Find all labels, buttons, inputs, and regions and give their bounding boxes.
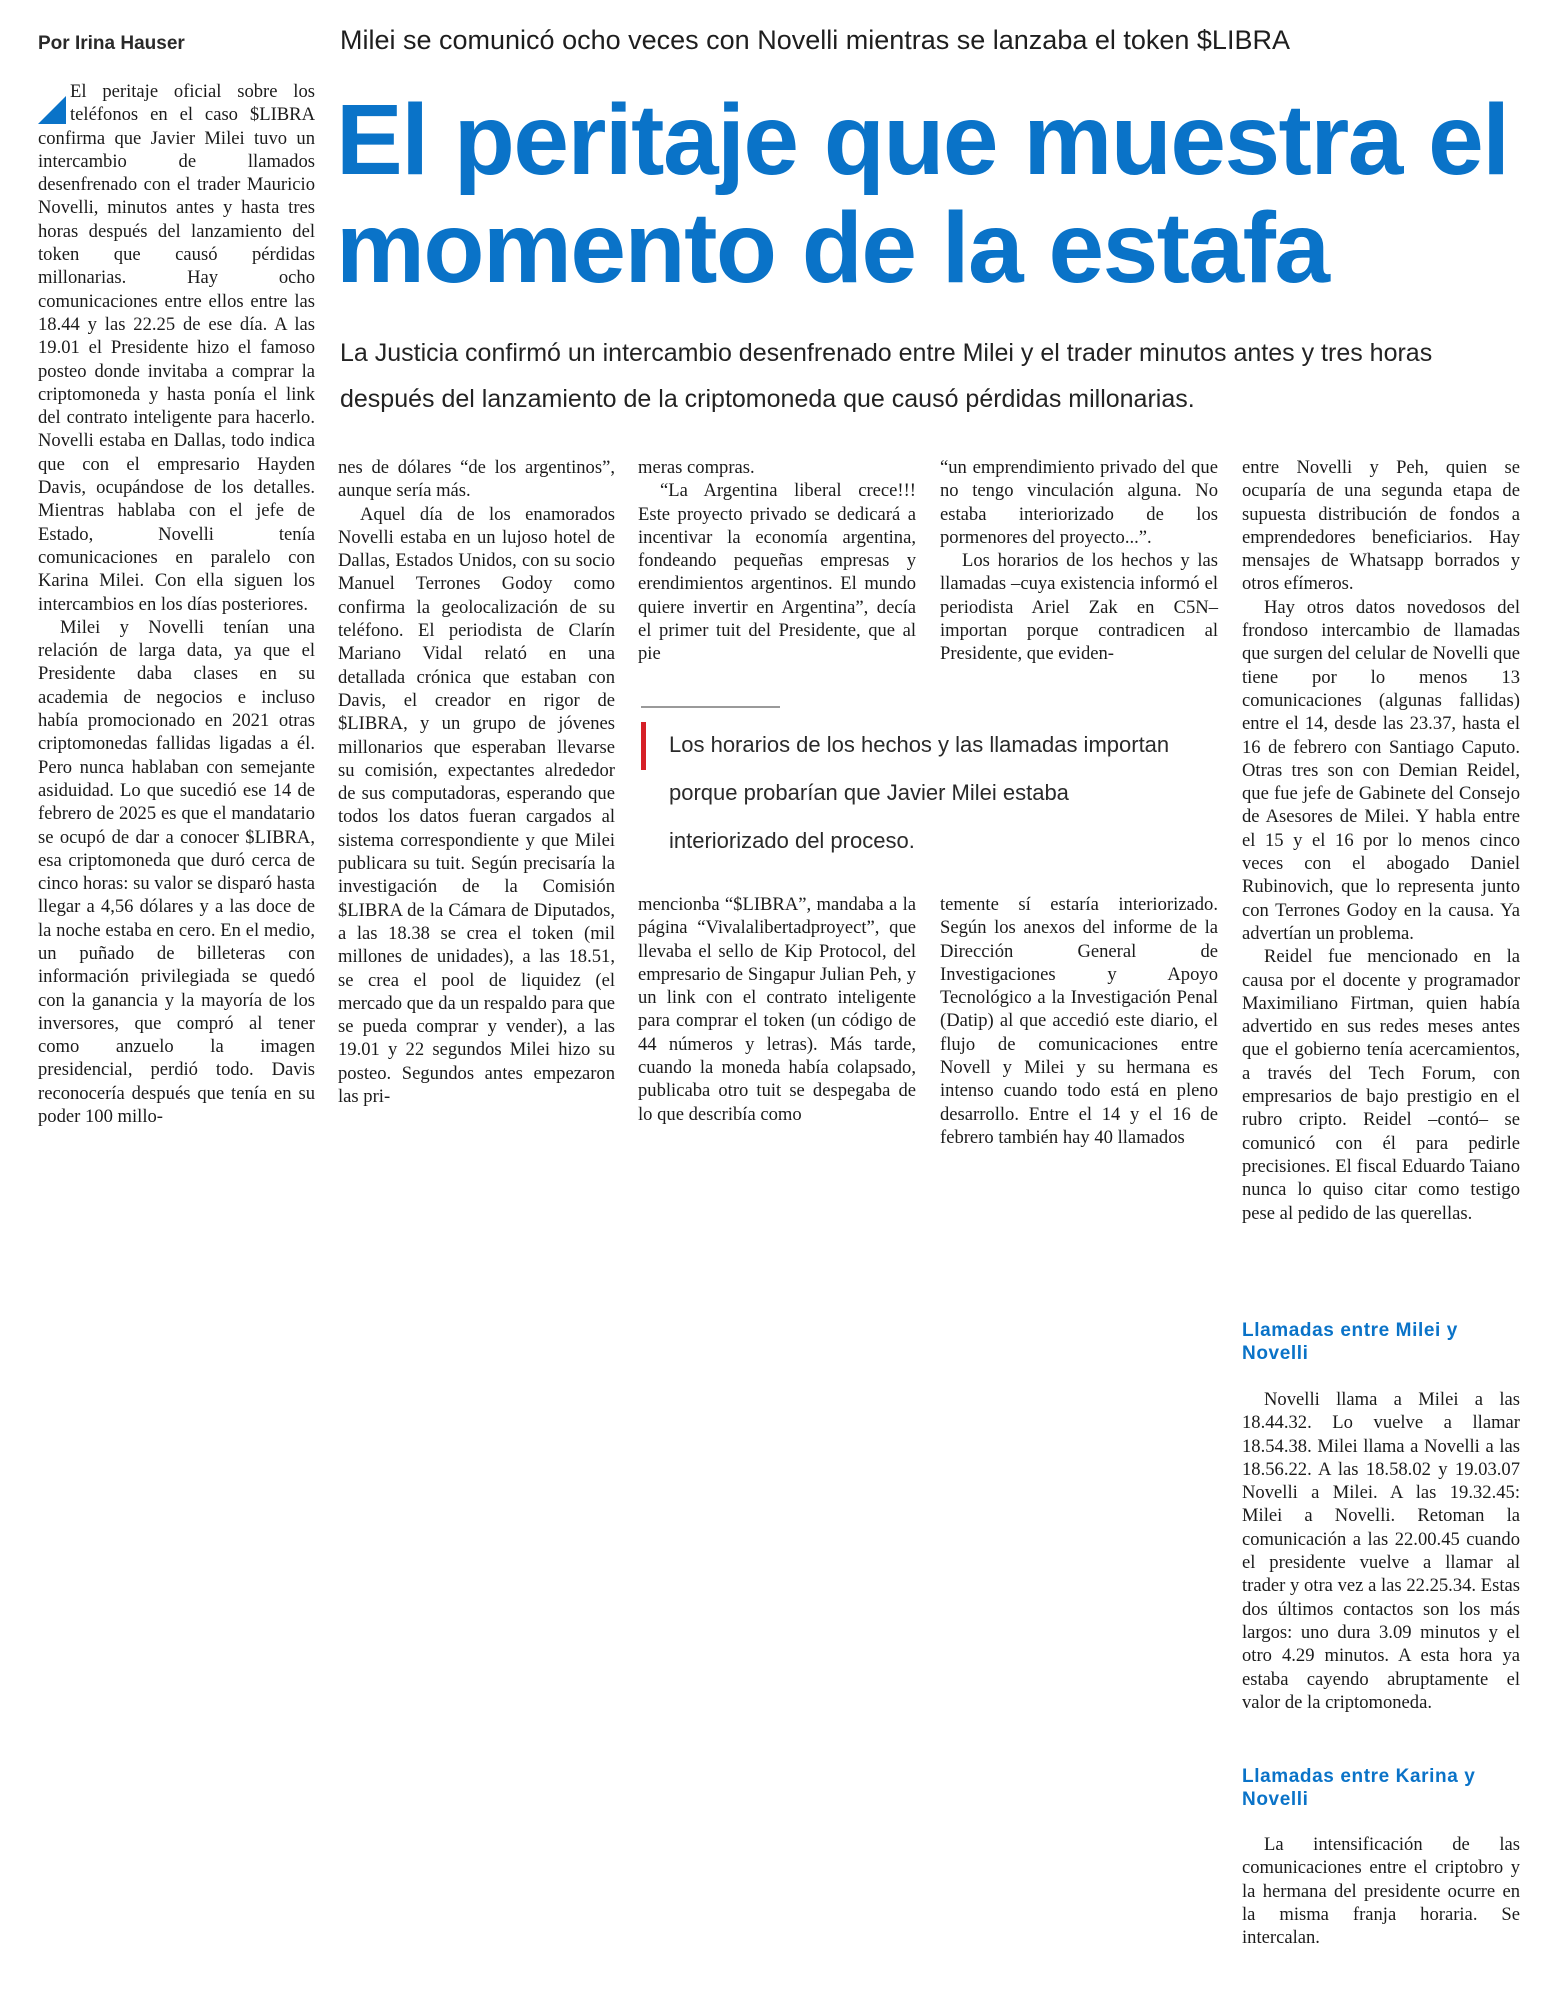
column-4-bottom xyxy=(940,893,1218,1149)
column-3-top xyxy=(638,456,916,666)
paragraph: “un emprendimiento privado del que no tengo vinculación alguna. No estaba interiorizado de los pormenores del proyecto...”. xyxy=(940,457,1218,548)
paragraph: mencionba “$LIBRA”, mandaba a la página “Vivalalibertadproyect”, que llevaba el sello de Kip Protocol, del empresario de Singapur Julian Peh, y un link con el contrato inteligente para comprar el token (un código de 44 números y letras). Más tarde, cuando la moneda había colapsado, publicaba otro tuit se despegaba de lo que describía como xyxy=(638,894,916,1125)
paragraph: meras compras. xyxy=(638,457,755,478)
sidebar-box-karina-novelli xyxy=(1242,1833,1520,1949)
column-2 xyxy=(338,456,615,1108)
paragraph: Aquel día de los enamorados Novelli estaba en un lujoso hotel de Dallas, Estados Unidos, con su socio Manuel Terrones Godoy como confirma la geolocalización de su teléfono. El periodista de Clarín Mariano Vidal relató en una detallada crónica que estaban con Davis, el creador en rigor de $LIBRA, y un grupo de jóvenes millonarios que esperaban llevarse su comisión, expectantes alrededor de sus computadoras, esperando que todos los datos fueran cargados al sistema correspondiente y que Milei publicara su tuit. Según precisaría la investigación de la Comisión $LIBRA de la Cámara de Diputados, a las 18.38 se crea el token (mil millones de unidades), a las 18.51, se crea el pool de liquidez (el mercado que da un respaldo para que se pueda comprar y vender), a las 19.01 y 22 segundos Milei hizo su posteo. Segundos antes empezaron las pri- xyxy=(338,503,615,1108)
paragraph: temente sí estaría interiorizado. Según los anexos del informe de la Dirección General de Investigaciones y Apoyo Tecnológico a la Investigación Penal (Datip) al que accedió este diario, el flujo de comunicaciones entre Novell y Milei y su hermana es intenso cuando todo está en pleno desarrollo. Entre el 14 y el 16 de febrero también hay 40 llamados xyxy=(940,894,1218,1148)
column-5 xyxy=(1242,456,1520,1225)
paragraph: El peritaje oficial sobre los teléfonos en el caso $LIBRA confirma que Javier Milei tuvo un intercambio de llamados desenfrenado con el trader Mauricio Novelli, minutos antes y hasta tres horas después del lanzamiento del token que causó pérdidas millonarias. Hay ocho comunicaciones entre ellos entre las 18.44 y las 22.25 de ese día. A las 19.01 el Presidente hizo el famoso posteo donde invitaba a comprar la criptomoneda y hasta ponía el link del contrato inteligente para hacerlo. Novelli estaba en Dallas, todo indica que con el empresario Hayden Davis, ocupándose de los detalles. Mientras hablaba con el jefe de Estado, Novelli tenía comunicaciones en paralelo con Karina Milei. Con ella siguen los intercambios en los días posteriores. xyxy=(38,81,315,615)
byline: Por Irina Hauser xyxy=(38,33,185,54)
column-3-bottom xyxy=(638,893,916,1126)
sidebar-box-milei-novelli xyxy=(1242,1388,1520,1714)
paragraph: entre Novelli y Peh, quien se ocuparía de una segunda etapa de supuesta distribución de fondos a emprendedores beneficiarios. Hay mensajes de Whatsapp borrados y otros efímeros. xyxy=(1242,457,1520,595)
column-1 xyxy=(38,80,315,1128)
pull-quote xyxy=(641,706,1181,856)
paragraph: Reidel fue mencionado en la causa por el docente y programador Maximiliano Firtman, quien había advertido en sus redes meses antes que el gobierno tenía acercamientos, a través del Tech Forum, con empresarios de bajo prestigio en el rubro cripto. Reidel –contó– se comunicó con él para pedirle precisiones. El fiscal Eduardo Taiano nunca lo quiso citar como testigo pese al pedido de las querellas. xyxy=(1242,946,1520,1224)
headline: El peritaje que muestra el momento de la estafa xyxy=(336,84,1509,304)
quote-divider xyxy=(641,706,780,708)
drop-triangle-icon xyxy=(38,96,66,124)
paragraph: Los horarios de los hechos y las llamadas –cuya existencia informó el periodista Ariel Zak en C5N– importan porque contradicen al Presidente, que eviden- xyxy=(940,550,1218,665)
paragraph: nes de dólares “de los argentinos”, aunque sería más. xyxy=(338,457,615,502)
paragraph: Novelli llama a Milei a las 18.44.32. Lo vuelve a llamar 18.54.38. Milei llama a Novelli a las 18.56.22. A las 18.58.02 y 19.03.07 Novelli a Milei. A las 19.32.45: Milei a Novelli. Retoman la comunicación a las 22.00.45 cuando el presidente vuelve a llamar al trader y otra vez a las 22.25.34. Estas dos últimos contactos son los más largos: uno dura 3.09 minutos y el otro 4.29 minutos. A esta hora ya estaba cayendo abruptamente el valor de la criptomoneda. xyxy=(1242,1389,1520,1713)
column-4-top xyxy=(940,456,1218,666)
paragraph: “La Argentina liberal crece!!! Este proyecto privado se dedicará a incentivar la economía argentina, fondeando pequeñas empresas y erendimientos argentinos. El mundo quiere invertir en Argentina”, decía el primer tuit del Presidente, que al pie xyxy=(638,480,916,665)
paragraph: La intensificación de las comunicaciones entre el criptobro y la hermana del presidente ocurre en la misma franja horaria. Se intercalan. xyxy=(1242,1834,1520,1949)
paragraph: Hay otros datos novedosos del frondoso intercambio de llamadas que surgen del celular de Novelli que tiene por lo menos 13 comunicaciones (algunas fallidas) entre el 14, desde las 23.37, hasta el 16 de febrero con Santiago Caputo. Otras tres son con Demian Reidel, que fue jefe de Gabinete del Consejo de Asesores de Milei. Y habla entre el 15 y el 16 por lo menos cinco veces con el abogado Daniel Rubinovich, que lo representa junto con Terrones Godoy en la causa. Ya advertían un problema. xyxy=(1242,596,1520,944)
kicker: Milei se comunicó ocho veces con Novelli mientras se lanzaba el token $LIBRA xyxy=(340,25,1290,55)
sidebar-heading-milei-novelli: Llamadas entre Milei y Novelli xyxy=(1242,1320,1458,1364)
subhead: La Justicia confirmó un intercambio desenfrenado entre Milei y el trader minutos antes y tres horas después del lanzamiento de la criptomoneda que causó pérdidas millonarias. xyxy=(340,339,1433,413)
quote-accent-bar xyxy=(641,722,646,770)
pull-quote-text: Los horarios de los hechos y las llamadas importan porque probarían que Javier Milei estaba interiorizado del proceso. xyxy=(669,732,1170,853)
sidebar-heading-karina-novelli: Llamadas entre Karina y Novelli xyxy=(1242,1766,1476,1810)
paragraph: Milei y Novelli tenían una relación de larga data, ya que el Presidente daba clases en su academia de negocios e incluso había promocionado en 2021 otras criptomonedas fallidas ligadas a él. Pero nunca hablaban con semejante asiduidad. Lo que sucedió ese 14 de febrero de 2025 es que el mandatario se ocupó de dar a conocer $LIBRA, esa criptomoneda que duró cerca de cinco horas: su valor se disparó hasta llegar a 4,56 dólares y a las doce de la noche estaba en cero. En el medio, un puñado de billeteras con información privilegiada se quedó con la ganancia y la mayoría de los inversores, que compró al tener como anzuelo la imagen presidencial, perdió todo. Davis reconocería después que tenía en su poder 100 millo- xyxy=(38,616,315,1128)
